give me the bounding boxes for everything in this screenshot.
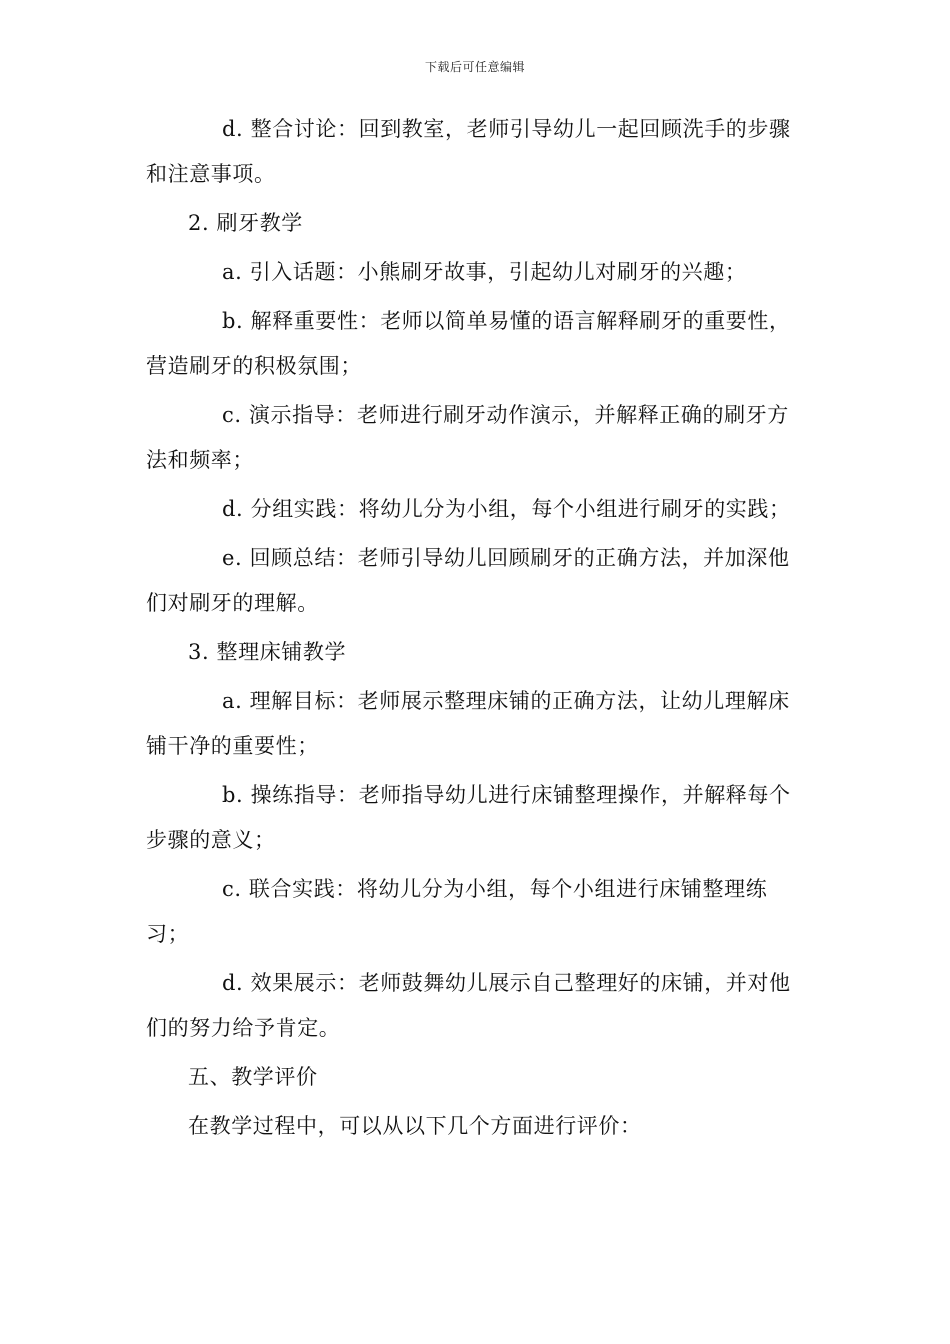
paragraph-evaluation-intro: 在教学过程中，可以从以下几个方面进行评价： (188, 1114, 642, 1138)
paragraph-brushing-step-c: c. 演示指导：老师进行刷牙动作演示，并解释正确的刷牙方法和频率； (146, 403, 789, 472)
paragraph-bedmaking-step-c: c. 联合实践：将幼儿分为小组，每个小组进行床铺整理练习； (146, 877, 768, 946)
paragraph-brushing-step-d: d. 分组实践：将幼儿分为小组，每个小组进行刷牙的实践； (222, 497, 791, 521)
paragraph-handwash-step-d: d. 整合讨论：回到教室，老师引导幼儿一起回顾洗手的步骤和注意事项。 (146, 117, 791, 186)
section-heading-bedmaking: 3. 整理床铺教学 (188, 640, 347, 664)
paragraph-brushing-step-a: a. 引入话题：小熊刷牙故事，引起幼儿对刷牙的兴趣； (222, 260, 747, 284)
paragraph-bedmaking-step-a: a. 理解目标：老师展示整理床铺的正确方法，让幼儿理解床铺干净的重要性； (146, 689, 790, 758)
paragraph-bedmaking-step-b: b. 操练指导：老师指导幼儿进行床铺整理操作，并解释每个步骤的意义； (146, 783, 791, 852)
paragraph-brushing-step-b: b. 解释重要性：老师以简单易懂的语言解释刷牙的重要性，营造刷牙的积极氛围； (146, 309, 791, 378)
section-heading-evaluation: 五、教学评价 (188, 1065, 318, 1089)
page-header: 下载后可任意编辑 (424, 60, 525, 74)
section-heading-brushing: 2. 刷牙教学 (188, 211, 303, 235)
paragraph-bedmaking-step-d: d. 效果展示：老师鼓舞幼儿展示自己整理好的床铺，并对他们的努力给予肯定。 (146, 971, 791, 1040)
document-body (146, 107, 806, 1153)
paragraph-brushing-step-e: e. 回顾总结：老师引导幼儿回顾刷牙的正确方法，并加深他们对刷牙的理解。 (146, 546, 790, 615)
